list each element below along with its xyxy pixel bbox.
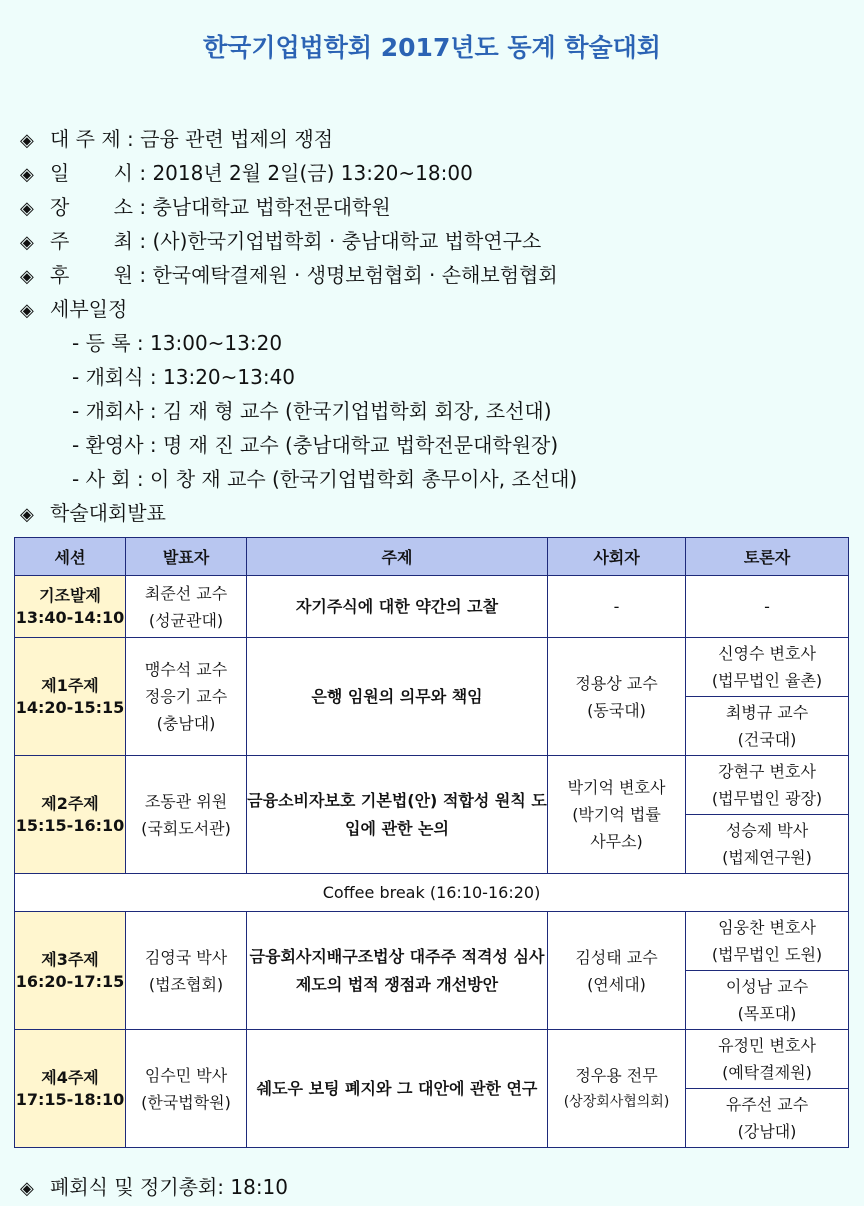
presenter-line: (법조협회) (148, 974, 224, 994)
closing-line (20, 1170, 288, 1204)
closing-text: 폐회식 및 정기총회: 18:10 (50, 1175, 289, 1199)
schedule-value: 명 재 진 교수 (충남대학교 법학전문대학원장) (163, 433, 559, 457)
discussant-line: 성승제 박사 (725, 821, 809, 840)
moderator-line: - (613, 597, 620, 616)
session-name: 기조발제 (39, 585, 101, 605)
discussant-cell (686, 576, 849, 638)
diamond-bullet-icon: ◈ (20, 130, 34, 151)
table-row (15, 576, 849, 638)
diamond-bullet-icon: ◈ (20, 198, 34, 219)
header-moderator: 사회자 (548, 538, 686, 576)
session-time: 15:15-16:10 (15, 815, 125, 835)
presenter-line: 임수민 박사 (144, 1065, 228, 1085)
discussant-line: 신영수 변호사 (718, 644, 816, 663)
info-sponsor: ◈ 후 원 : 한국예탁결제원 · 생명보험협회 · 손해보험협회 (20, 258, 850, 292)
session-time: 14:20-15:15 (15, 697, 125, 717)
schedule-item: - 개회사 : 김 재 형 교수 (한국기업법학회 회장, 조선대) (72, 399, 552, 423)
presenter-line: 김영국 박사 (144, 947, 228, 967)
discussant-line: 유주선 교수 (725, 1095, 809, 1114)
discussant-line: 최병규 교수 (725, 703, 809, 722)
presenter-line: (충남대) (156, 714, 216, 733)
discussant-cell (686, 815, 849, 874)
page-title: 한국기업법학회 2017년도 동계 학술대회 (203, 33, 661, 62)
table-row (15, 638, 849, 697)
presenter-line: (국회도서관) (141, 818, 231, 838)
moderator-cell (548, 1030, 686, 1148)
discussant-line: 유정민 변호사 (718, 1036, 816, 1055)
info-value: 2018년 2월 2일(금) 13:20~18:00 (152, 161, 473, 185)
discussant-line: 강현구 변호사 (718, 762, 816, 781)
presenter-cell (126, 756, 247, 874)
session-cell (15, 912, 126, 1030)
session-time: 17:15-18:10 (15, 1089, 125, 1109)
session-time: 16:20-17:15 (15, 971, 125, 991)
schedule-item: - 사 회 : 이 창 재 교수 (한국기업법학회 총무이사, 조선대) (72, 467, 578, 491)
info-value: 충남대학교 법학전문대학원 (152, 195, 391, 219)
topic-cell: 쉐도우 보팅 폐지와 그 대안에 관한 연구 (247, 1030, 548, 1148)
discussant-line: (법무법인 율촌) (711, 671, 823, 690)
presenter-line: (성균관대) (148, 610, 224, 630)
schedule-label: - 개회식 (72, 365, 144, 389)
session-cell (15, 756, 126, 874)
diamond-bullet-icon: ◈ (20, 504, 34, 525)
info-label: 대 주 제 (50, 127, 121, 151)
info-date: ◈ 일 시 : 2018년 2월 2일(금) 13:20~18:00 (20, 156, 850, 190)
presenter-line: 최준선 교수 (144, 583, 228, 603)
discussant-line: (법무법인 광장) (711, 789, 823, 808)
moderator-line: 사무소) (590, 832, 643, 851)
table-row (15, 912, 849, 971)
schedule-label: - 등 록 (72, 331, 131, 355)
moderator-line: (연세대) (587, 974, 646, 994)
presenter-line: 조동관 위원 (144, 791, 228, 811)
discussant-line: (강남대) (737, 1122, 797, 1141)
moderator-line: 정용상 교수 (575, 673, 658, 693)
presenter-line: (한국법학원) (141, 1092, 231, 1112)
topic-cell: 금융회사지배구조법상 대주주 적격성 심사제도의 법적 쟁점과 개선방안 (247, 912, 548, 1030)
diamond-bullet-icon: ◈ (20, 232, 34, 253)
header-presenter: 발표자 (126, 538, 247, 576)
schedule-value: 13:20~13:40 (163, 365, 296, 389)
event-info (20, 122, 850, 530)
schedule-label: - 개회사 (72, 399, 144, 423)
discussant-line: 이성남 교수 (725, 977, 809, 996)
topic-cell: 은행 임원의 의무와 책임 (247, 638, 548, 756)
info-value: (사)한국기업법학회 · 충남대학교 법학연구소 (152, 229, 542, 253)
presentation-title: 학술대회발표 (50, 501, 166, 525)
moderator-line: (동국대) (587, 700, 646, 720)
info-label: 장 소 (50, 195, 133, 219)
schedule-label: - 환영사 (72, 433, 144, 457)
discussant-cell (686, 1030, 849, 1089)
discussant-cell (686, 697, 849, 756)
info-value: 금융 관련 법제의 쟁점 (140, 127, 334, 151)
presenter-cell (126, 1030, 247, 1148)
info-label: 주 최 (50, 229, 133, 253)
schedule-value: 이 창 재 교수 (한국기업법학회 총무이사, 조선대) (150, 467, 578, 491)
presenter-cell (126, 912, 247, 1030)
schedule-item: - 등 록 : 13:00~13:20 (72, 331, 283, 355)
moderator-line: (상장회사협의회) (563, 1093, 670, 1110)
discussant-cell (686, 756, 849, 815)
header-session: 세션 (15, 538, 126, 576)
discussant-line: 임웅찬 변호사 (718, 918, 816, 937)
info-place: ◈ 장 소 : 충남대학교 법학전문대학원 (20, 190, 850, 224)
session-name: 제2주제 (41, 793, 99, 813)
schedule-value: 김 재 형 교수 (한국기업법학회 회장, 조선대) (163, 399, 552, 423)
moderator-line: 박기억 변호사 (567, 778, 666, 797)
table-row (15, 1030, 849, 1089)
info-label: 후 원 (50, 263, 133, 287)
info-value: 한국예탁결제원 · 생명보험협회 · 손해보험협회 (152, 263, 558, 287)
moderator-cell (548, 638, 686, 756)
diamond-bullet-icon: ◈ (20, 164, 34, 185)
moderator-cell (548, 756, 686, 874)
info-host: ◈ 주 최 : (사)한국기업법학회 · 충남대학교 법학연구소 (20, 224, 850, 258)
coffee-break: Coffee break (16:10-16:20) (15, 874, 849, 912)
table-row (15, 756, 849, 815)
header-discussant: 토론자 (686, 538, 849, 576)
discussant-cell (686, 1089, 849, 1148)
moderator-line: (박기억 법률 (572, 805, 661, 824)
session-cell (15, 1030, 126, 1148)
schedule-value: 13:00~13:20 (150, 331, 283, 355)
discussant-cell (686, 971, 849, 1030)
table-header-row (15, 538, 849, 576)
schedule-title: 세부일정 (50, 297, 128, 321)
schedule-item: - 환영사 : 명 재 진 교수 (충남대학교 법학전문대학원장) (72, 433, 559, 457)
session-cell (15, 576, 126, 638)
coffee-break-row (15, 874, 849, 912)
discussant-line: (예탁결제원) (722, 1063, 812, 1082)
presenter-cell (126, 576, 247, 638)
schedule-item: - 개회식 : 13:20~13:40 (72, 365, 296, 389)
discussant-line: - (764, 597, 770, 616)
discussant-line: (건국대) (737, 730, 797, 749)
moderator-line: 김성태 교수 (575, 947, 658, 967)
moderator-cell (548, 912, 686, 1030)
presentation-heading (20, 496, 850, 530)
schedule-heading (20, 292, 850, 326)
session-name: 제1주제 (41, 675, 99, 695)
session-time: 13:40-14:10 (15, 607, 125, 627)
diamond-bullet-icon: ◈ (20, 1178, 34, 1199)
topic-cell: 자기주식에 대한 약간의 고찰 (247, 576, 548, 638)
discussant-line: (법무법인 도원) (711, 945, 823, 964)
discussant-cell (686, 912, 849, 971)
discussant-line: (목포대) (737, 1004, 797, 1023)
discussant-line: (법제연구원) (722, 848, 812, 867)
session-name: 제3주제 (41, 949, 99, 969)
moderator-line: 정우용 전무 (575, 1065, 658, 1085)
session-table (14, 537, 849, 1148)
session-cell (15, 638, 126, 756)
diamond-bullet-icon: ◈ (20, 300, 34, 321)
discussant-cell (686, 638, 849, 697)
moderator-cell (548, 576, 686, 638)
presenter-line: 정응기 교수 (144, 687, 228, 706)
presenter-line: 맹수석 교수 (144, 660, 228, 679)
schedule-label: - 사 회 (72, 467, 131, 491)
diamond-bullet-icon: ◈ (20, 266, 34, 287)
presenter-cell (126, 638, 247, 756)
info-theme: ◈ 대 주 제 : 금융 관련 법제의 쟁점 (20, 122, 850, 156)
session-name: 제4주제 (41, 1067, 99, 1087)
info-label: 일 시 (50, 161, 133, 185)
header-topic: 주제 (247, 538, 548, 576)
topic-cell: 금융소비자보호 기본법(안) 적합성 원칙 도입에 관한 논의 (247, 756, 548, 874)
